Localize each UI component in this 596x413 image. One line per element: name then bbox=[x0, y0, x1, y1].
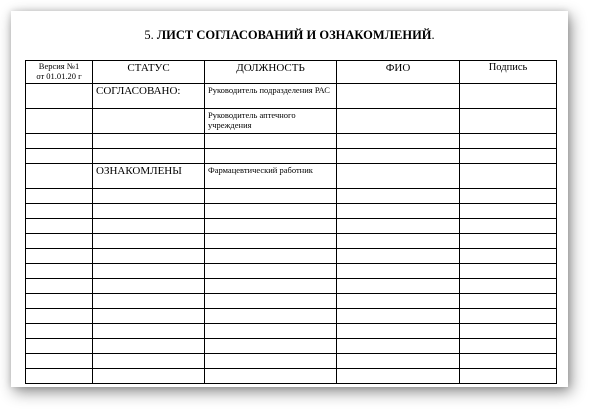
cell-signature bbox=[460, 109, 557, 134]
position-label bbox=[208, 339, 333, 340]
cell-version bbox=[26, 279, 93, 294]
cell-version bbox=[26, 84, 93, 109]
position-label bbox=[208, 264, 333, 265]
cell-status bbox=[93, 309, 205, 324]
table-row bbox=[26, 109, 557, 134]
cell-name bbox=[337, 109, 460, 134]
position-label bbox=[208, 279, 333, 280]
cell-name bbox=[337, 279, 460, 294]
cell-name bbox=[337, 189, 460, 204]
position-label: Фармацевтический работник bbox=[208, 165, 313, 175]
cell-status bbox=[93, 219, 205, 234]
cell-name bbox=[337, 219, 460, 234]
cell-signature bbox=[460, 369, 557, 384]
position-label bbox=[208, 149, 333, 150]
cell-position bbox=[205, 164, 337, 189]
approval-table bbox=[25, 60, 557, 384]
cell-position bbox=[205, 354, 337, 369]
cell-version bbox=[26, 339, 93, 354]
cell-version bbox=[26, 264, 93, 279]
cell-status bbox=[93, 249, 205, 264]
table-row bbox=[26, 189, 557, 204]
cell-name bbox=[337, 234, 460, 249]
cell-signature bbox=[460, 249, 557, 264]
cell-position bbox=[205, 249, 337, 264]
status-label bbox=[96, 219, 201, 220]
header-status: СТАТУС bbox=[93, 61, 205, 84]
cell-status bbox=[93, 294, 205, 309]
table-row bbox=[26, 354, 557, 369]
cell-version bbox=[26, 134, 93, 149]
cell-signature bbox=[460, 84, 557, 109]
position-label: Руководитель подразделения РАС bbox=[208, 85, 330, 95]
cell-name bbox=[337, 164, 460, 189]
cell-position bbox=[205, 84, 337, 109]
cell-position bbox=[205, 109, 337, 134]
cell-signature bbox=[460, 309, 557, 324]
cell-signature bbox=[460, 134, 557, 149]
cell-version bbox=[26, 234, 93, 249]
cell-position bbox=[205, 339, 337, 354]
cell-position bbox=[205, 369, 337, 384]
position-label bbox=[208, 189, 333, 190]
header-signature: Подпись bbox=[460, 61, 557, 84]
table-row bbox=[26, 279, 557, 294]
table-row bbox=[26, 309, 557, 324]
cell-status bbox=[93, 204, 205, 219]
cell-signature bbox=[460, 204, 557, 219]
cell-signature bbox=[460, 164, 557, 189]
table-row bbox=[26, 324, 557, 339]
table-row bbox=[26, 149, 557, 164]
table-row bbox=[26, 249, 557, 264]
cell-status bbox=[93, 324, 205, 339]
table-row bbox=[26, 84, 557, 109]
cell-status bbox=[93, 189, 205, 204]
title-number: 5. bbox=[144, 28, 157, 42]
cell-signature bbox=[460, 354, 557, 369]
cell-version bbox=[26, 249, 93, 264]
cell-status bbox=[93, 84, 205, 109]
cell-version bbox=[26, 164, 93, 189]
status-label: ОЗНАКОМЛЕНЫ bbox=[96, 165, 182, 177]
status-label bbox=[96, 294, 201, 295]
cell-status bbox=[93, 264, 205, 279]
status-label bbox=[96, 339, 201, 340]
cell-signature bbox=[460, 149, 557, 164]
cell-name bbox=[337, 354, 460, 369]
status-label bbox=[96, 149, 201, 150]
status-label bbox=[96, 134, 201, 135]
status-label bbox=[96, 234, 201, 235]
cell-version bbox=[26, 204, 93, 219]
table-row bbox=[26, 134, 557, 149]
header-version bbox=[26, 61, 93, 84]
cell-position bbox=[205, 204, 337, 219]
position-label bbox=[208, 249, 333, 250]
cell-status bbox=[93, 149, 205, 164]
table-row bbox=[26, 219, 557, 234]
table-row bbox=[26, 204, 557, 219]
table-row bbox=[26, 339, 557, 354]
position-label: Руководитель аптечного учреждения bbox=[208, 110, 296, 130]
cell-version bbox=[26, 309, 93, 324]
cell-version bbox=[26, 354, 93, 369]
document-page bbox=[11, 11, 568, 387]
cell-signature bbox=[460, 324, 557, 339]
status-label bbox=[96, 354, 201, 355]
position-label bbox=[208, 324, 333, 325]
cell-name bbox=[337, 309, 460, 324]
table-row bbox=[26, 234, 557, 249]
cell-position bbox=[205, 264, 337, 279]
cell-signature bbox=[460, 279, 557, 294]
status-label: СОГЛАСОВАНО: bbox=[96, 85, 181, 97]
status-label bbox=[96, 249, 201, 250]
position-label bbox=[208, 134, 333, 135]
cell-position bbox=[205, 279, 337, 294]
cell-signature bbox=[460, 339, 557, 354]
cell-status bbox=[93, 164, 205, 189]
header-version-line2: от 01.01.20 г bbox=[36, 70, 82, 81]
status-label bbox=[96, 309, 201, 310]
cell-position bbox=[205, 219, 337, 234]
cell-name bbox=[337, 369, 460, 384]
cell-position bbox=[205, 189, 337, 204]
cell-name bbox=[337, 339, 460, 354]
cell-signature bbox=[460, 294, 557, 309]
cell-signature bbox=[460, 189, 557, 204]
cell-name bbox=[337, 294, 460, 309]
cell-position bbox=[205, 324, 337, 339]
cell-signature bbox=[460, 264, 557, 279]
cell-version bbox=[26, 324, 93, 339]
cell-status bbox=[93, 354, 205, 369]
header-position: ДОЛЖНОСТЬ bbox=[205, 61, 337, 84]
cell-version bbox=[26, 109, 93, 134]
cell-signature bbox=[460, 219, 557, 234]
cell-position bbox=[205, 134, 337, 149]
cell-name bbox=[337, 84, 460, 109]
status-label bbox=[96, 264, 201, 265]
cell-name bbox=[337, 134, 460, 149]
title-text: ЛИСТ СОГЛАСОВАНИЙ И ОЗНАКОМЛЕНИЙ bbox=[156, 28, 432, 42]
table-header-row bbox=[26, 61, 557, 84]
cell-status bbox=[93, 109, 205, 134]
position-label bbox=[208, 354, 333, 355]
position-label bbox=[208, 204, 333, 205]
cell-version bbox=[26, 189, 93, 204]
header-name: ФИО bbox=[337, 61, 460, 84]
cell-version bbox=[26, 219, 93, 234]
cell-status bbox=[93, 339, 205, 354]
cell-name bbox=[337, 264, 460, 279]
cell-version bbox=[26, 294, 93, 309]
cell-position bbox=[205, 294, 337, 309]
position-label bbox=[208, 219, 333, 220]
cell-status bbox=[93, 279, 205, 294]
cell-name bbox=[337, 324, 460, 339]
table-row bbox=[26, 294, 557, 309]
status-label bbox=[96, 369, 201, 370]
table-row bbox=[26, 164, 557, 189]
cell-status bbox=[93, 234, 205, 249]
title-period: . bbox=[431, 28, 435, 42]
status-label bbox=[96, 204, 201, 205]
status-label bbox=[96, 109, 201, 110]
cell-name bbox=[337, 149, 460, 164]
status-label bbox=[96, 324, 201, 325]
cell-version bbox=[26, 149, 93, 164]
cell-signature bbox=[460, 234, 557, 249]
cell-position bbox=[205, 149, 337, 164]
position-label bbox=[208, 309, 333, 310]
cell-position bbox=[205, 309, 337, 324]
table-row bbox=[26, 369, 557, 384]
table-body bbox=[26, 84, 557, 384]
cell-name bbox=[337, 204, 460, 219]
position-label bbox=[208, 234, 333, 235]
cell-version bbox=[26, 369, 93, 384]
status-label bbox=[96, 189, 201, 190]
header-version-line1: Версия №1 bbox=[38, 61, 80, 71]
cell-position bbox=[205, 234, 337, 249]
cell-status bbox=[93, 134, 205, 149]
table-row bbox=[26, 264, 557, 279]
position-label bbox=[208, 369, 333, 370]
cell-name bbox=[337, 249, 460, 264]
status-label bbox=[96, 279, 201, 280]
document-title bbox=[11, 28, 568, 43]
cell-status bbox=[93, 369, 205, 384]
position-label bbox=[208, 294, 333, 295]
